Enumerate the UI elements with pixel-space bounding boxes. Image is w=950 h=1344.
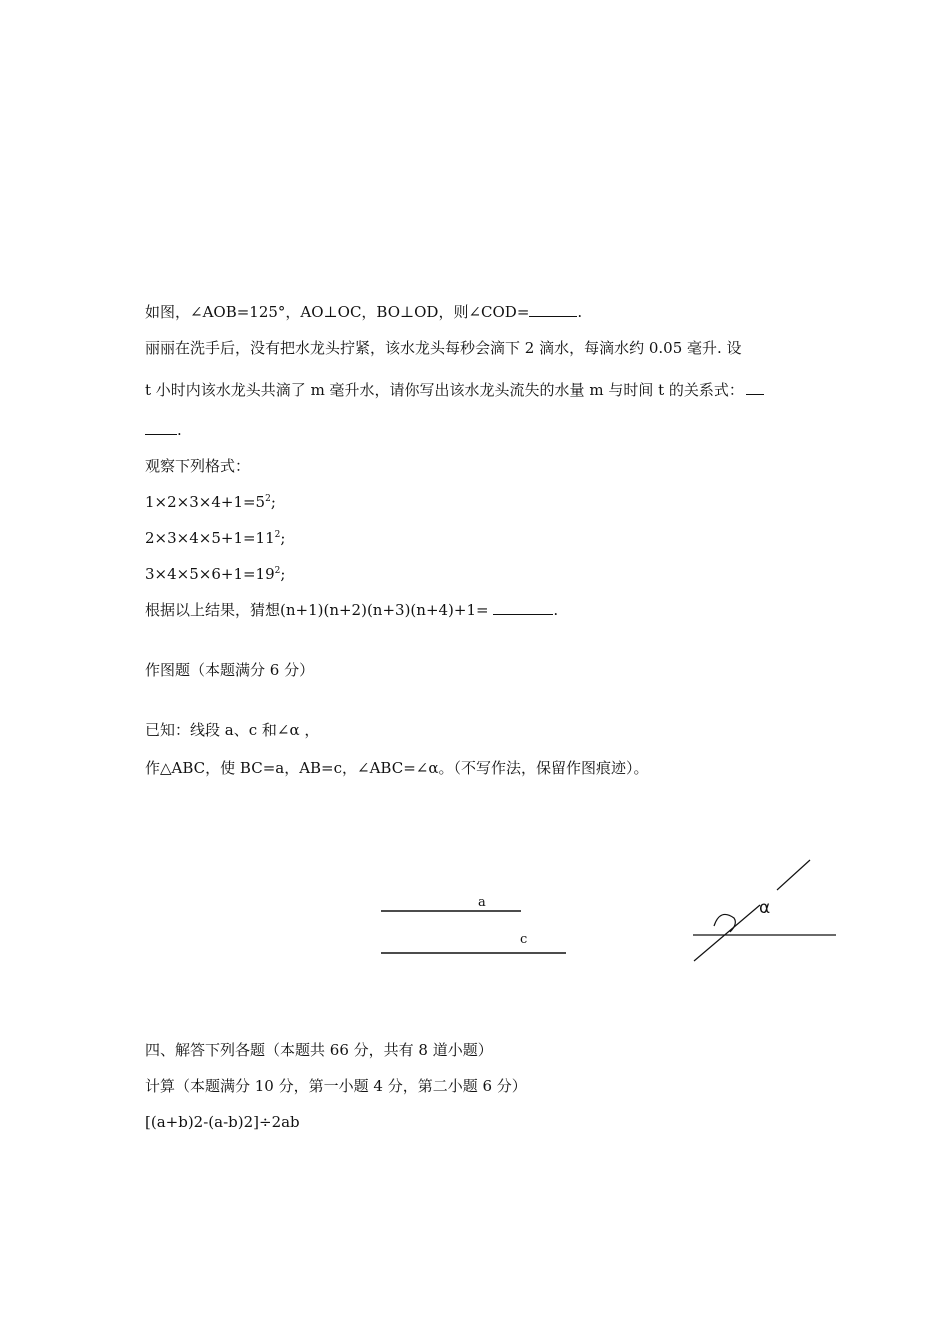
section-four-title: 四、解答下列各题（本题共 66 分，共有 8 道小题） [145,1041,493,1059]
equation-1-base: 1×2×3×4+1=5 [145,493,266,511]
angle-ray-upper [777,860,810,890]
angle-arc [714,914,735,932]
question-angle-cod-text: 如图，∠AOB=125°，AO⊥OC，BO⊥OD，则∠COD= [145,303,530,321]
equation-1-exponent: 2 [265,494,271,504]
segment-c-label: c [520,932,528,947]
equation-2-base: 2×3×4×5+1=11 [145,529,275,547]
equation-2-exponent: 2 [274,530,281,540]
question-pattern-intro: 观察下列格式： [145,457,251,475]
equation-3-base: 3×4×5×6+1=19 [145,565,275,583]
angle-ray-lower [694,905,760,961]
angle-alpha-label: α [759,898,771,918]
guess-text: 根据以上结果，猜想(n+1)(n+2)(n+3)(n+4)+1= [145,601,494,619]
equation-3-exponent: 2 [274,566,281,576]
drawing-task: 作△ABC，使 BC=a，AB=c，∠ABC=∠α。（不写作法，保留作图痕迹）。 [145,759,649,777]
equation-3-end: ; [280,565,286,583]
drawing-given: 已知：线段 a、c 和∠α ， [145,721,320,739]
calc-title: 计算（本题满分 10 分，第一小题 4 分，第二小题 6 分） [145,1077,527,1095]
equation-2-end: ; [280,529,286,547]
period: . [553,601,559,619]
calc-expression: [(a+b)2-(a-b)2]÷2ab [145,1113,300,1131]
question-faucet-line2-text: t 小时内该水龙头共滴了 m 毫升水，请你写出该水龙头流失的水量 m 与时间 t 的关系式： [145,381,744,399]
question-faucet-line1: 丽丽在洗手后，没有把水龙头拧紧，该水龙头每秒会滴下 2 滴水，每滴水约 0.05 毫升. 设 [145,339,742,357]
period: . [577,303,583,321]
period: . [177,421,182,439]
segment-a-label: a [478,895,486,910]
drawing-section-title: 作图题（本题满分 6 分） [145,661,315,679]
equation-1-end: ; [270,493,276,511]
